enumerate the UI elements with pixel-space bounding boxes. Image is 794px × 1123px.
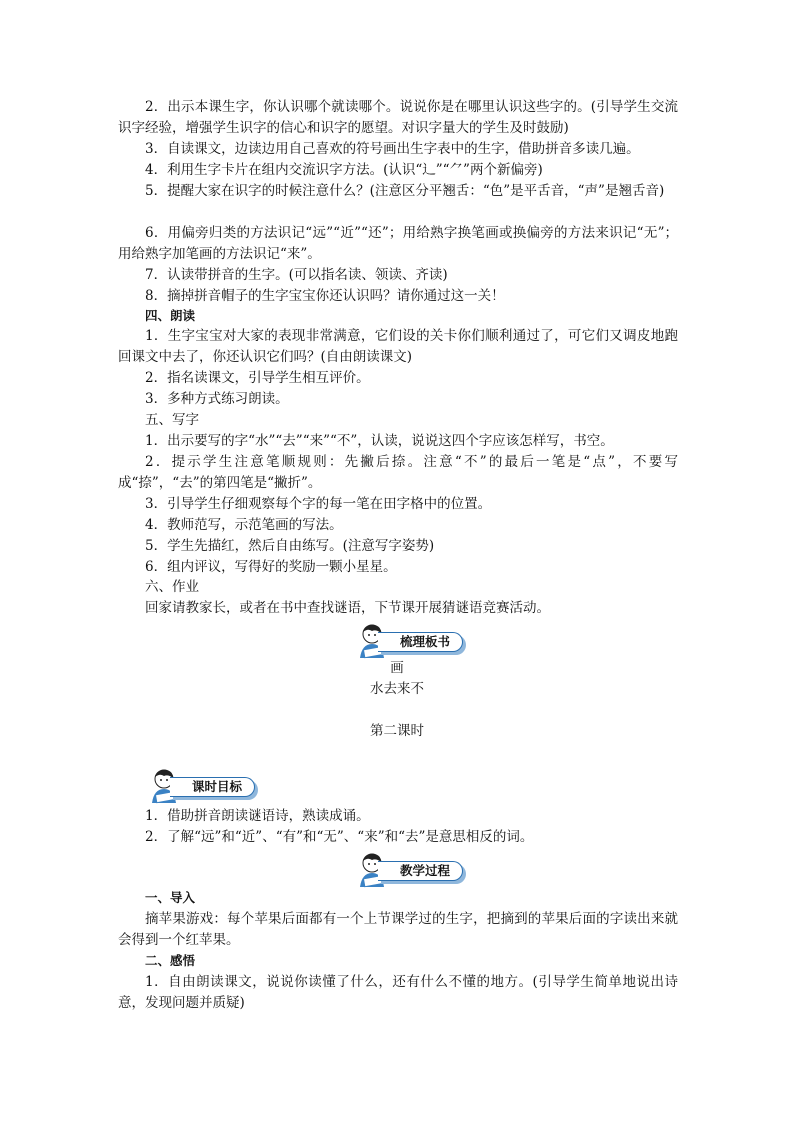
teaching-process-badge bbox=[354, 851, 484, 891]
paragraph-write-2: 2．提示学生注意笔顺规则：先撇后捺。注意“不”的最后一笔是“点”，不要写成“捺”，“去”的第四笔是“撇折”。 bbox=[118, 454, 678, 491]
paragraph-2: 2．出示本课生字，你认识哪个就读哪个。说说你是在哪里认识这些字的。(引导学生交流识字经验，增强学生识字的信心和识字的愿望。对识字量大的学生及时鼓励) bbox=[118, 99, 678, 136]
paragraph-read-3: 3．多种方式练习朗读。 bbox=[145, 391, 289, 407]
section-heading-intro: 一、导入 bbox=[145, 890, 196, 905]
paragraph-6: 6．用偏旁归类的方法识记“远”“近”“还”；用给熟字换笔画或换偏旁的方法来识记“无”；用给熟字加笔画的方法识记“来”。 bbox=[118, 225, 678, 262]
teaching-process-label: 教学过程 bbox=[378, 861, 463, 881]
section-heading-insight: 二、感悟 bbox=[145, 953, 196, 968]
lesson-goals-badge bbox=[146, 767, 276, 807]
board-summary-badge bbox=[354, 622, 484, 662]
paragraph-write-3: 3．引导学生仔细观察每个字的每一笔在田字格中的位置。 bbox=[145, 496, 492, 512]
board-line-1: 画 bbox=[390, 660, 404, 676]
section-heading-reading: 四、朗读 bbox=[145, 308, 196, 323]
paragraph-insight-1: 1．自由朗读课文，说说你读懂了什么，还有什么不懂的地方。(引导学生简单地说出诗意，发现问题并质疑) bbox=[118, 974, 678, 1011]
board-line-2: 水去来不 bbox=[370, 681, 424, 697]
board-summary-label: 梳理板书 bbox=[378, 632, 463, 652]
goal-item-1: 1．借助拼音朗读谜语诗，熟读成诵。 bbox=[145, 808, 370, 824]
section-heading-writing: 五、写字 bbox=[145, 412, 199, 428]
paragraph-read-2: 2．指名读课文，引导学生相互评价。 bbox=[145, 370, 370, 386]
goal-item-2: 2．了解“远”和“近”、“有”和“无”、“来”和“去”是意思相反的词。 bbox=[145, 829, 534, 845]
paragraph-5: 5．提醒大家在识字的时候注意什么？(注意区分平翘舌：“色”是平舌音，“声”是翘舌音) bbox=[145, 183, 665, 199]
paragraph-4: 4．利用生字卡片在组内交流识字方法。(认识“辶”“⺈”两个新偏旁) bbox=[145, 162, 543, 178]
section-heading-homework: 六、作业 bbox=[145, 579, 199, 595]
paragraph-intro: 摘苹果游戏：每个苹果后面都有一个上节课学过的生字，把摘到的苹果后面的字读出来就会得到一个红苹果。 bbox=[118, 911, 678, 948]
lesson-2-title: 第二课时 bbox=[370, 723, 424, 739]
paragraph-7: 7．认读带拼音的生字。(可以指名读、领读、齐读) bbox=[145, 267, 448, 283]
paragraph-8: 8．摘掉拼音帽子的生字宝宝你还认识吗？请你通过这一关！ bbox=[145, 288, 505, 304]
paragraph-homework: 回家请教家长，或者在书中查找谜语，下节课开展猜谜语竞赛活动。 bbox=[145, 600, 550, 616]
paragraph-write-6: 6．组内评议，写得好的奖励一颗小星星。 bbox=[145, 559, 397, 575]
paragraph-write-1: 1．出示要写的字“水”“去”“来”“不”，认读，说说这四个字应该怎样写，书空。 bbox=[145, 433, 614, 449]
paragraph-write-5: 5．学生先描红，然后自由练写。(注意写字姿势) bbox=[145, 538, 435, 554]
paragraph-read-1: 1．生字宝宝对大家的表现非常满意，它们设的关卡你们顺利通过了，可它们又调皮地跑回课文中去了，你还认识它们吗？(自由朗读课文) bbox=[118, 328, 678, 365]
paragraph-write-4: 4．教师范写，示范笔画的写法。 bbox=[145, 517, 343, 533]
paragraph-3: 3．自读课文，边读边用自己喜欢的符号画出生字表中的生字，借助拼音多读几遍。 bbox=[145, 141, 640, 157]
lesson-goals-label: 课时目标 bbox=[170, 777, 255, 797]
